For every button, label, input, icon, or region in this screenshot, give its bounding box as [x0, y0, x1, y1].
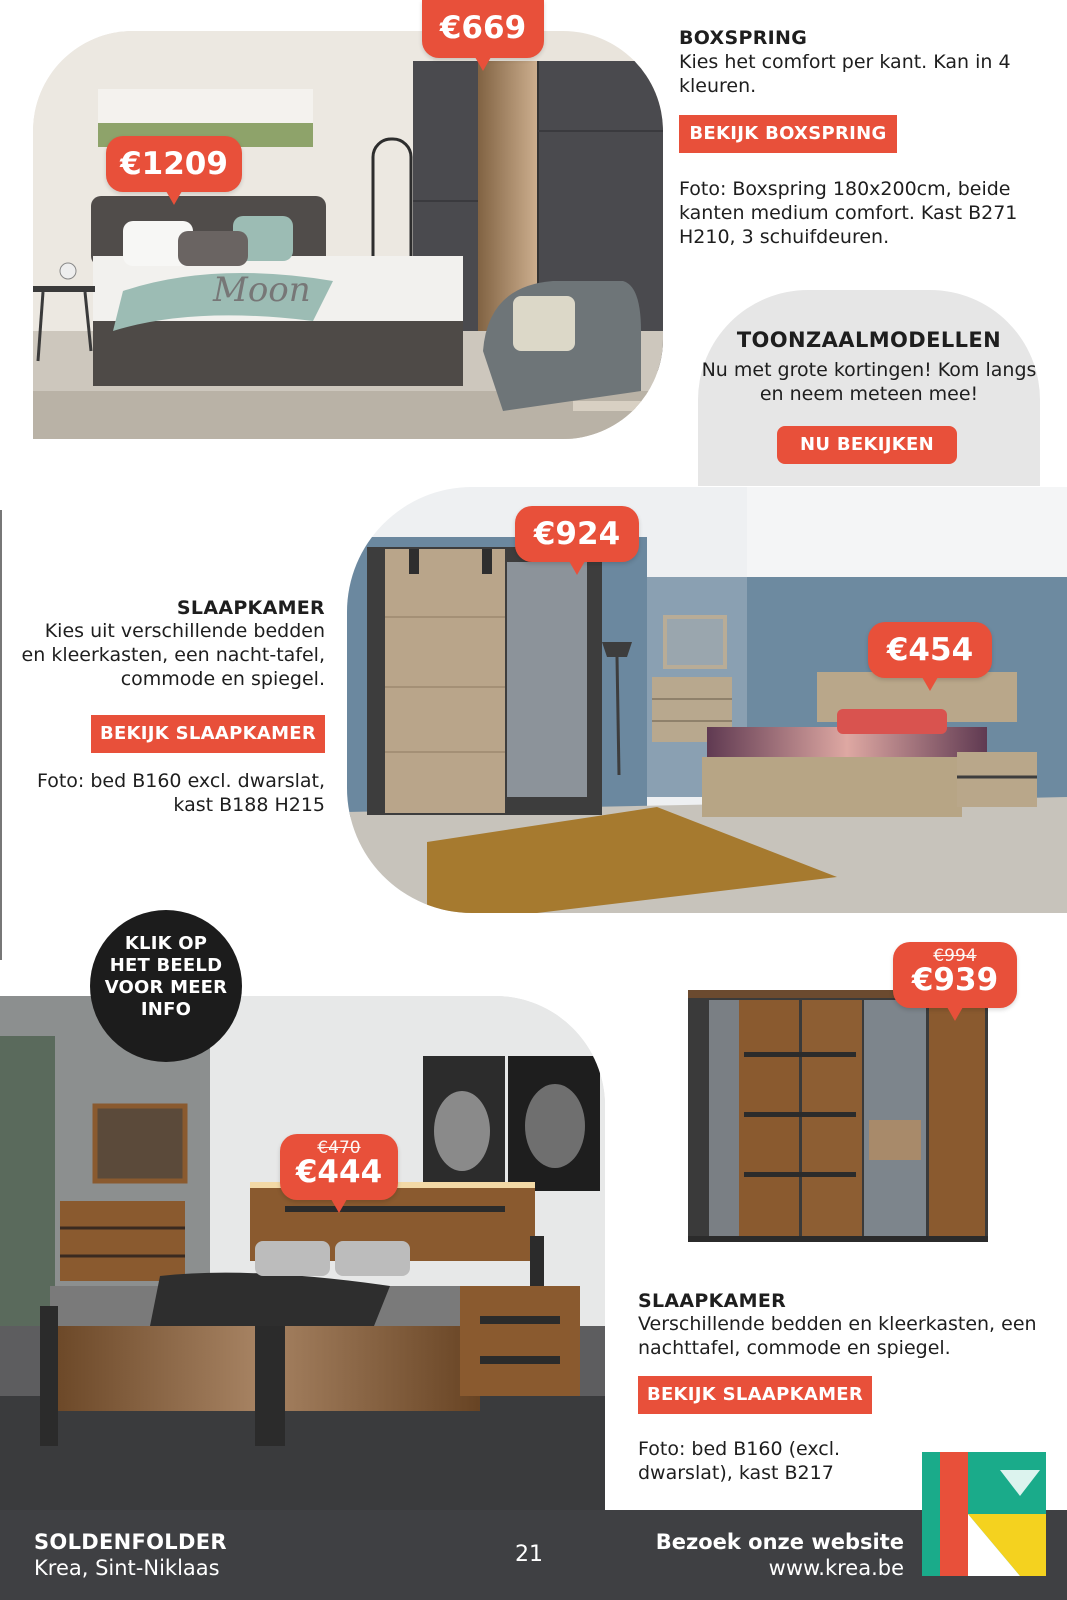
price-tag-bedroom1-bed[interactable]: [868, 622, 992, 678]
view-showroom-button[interactable]: NU BEKIJKEN: [777, 426, 957, 464]
view-bedroom1-button[interactable]: BEKIJK SLAAPKAMER: [91, 715, 325, 753]
price-tag-bedroom2-bed[interactable]: [280, 1134, 398, 1200]
showroom-description: Nu met grote kortingen! Kom langs en neem meteen mee!: [701, 359, 1037, 405]
price-tag-bedroom2-wardrobe[interactable]: [893, 942, 1017, 1008]
bedroom2-info: [638, 1290, 1058, 1360]
bedroom2-photo[interactable]: [0, 996, 605, 1510]
bedroom1-description: Kies uit verschillende bedden en kleerkasten, een nacht-tafel, commode en spiegel.: [21, 620, 325, 690]
view-bedroom2-button[interactable]: BEKIJK SLAAPKAMER: [638, 1376, 872, 1414]
bedroom2-photo-note: Foto: bed B160 (excl. dwarslat), kast B217: [638, 1438, 841, 1484]
svg-text:Moon: Moon: [213, 270, 311, 310]
price-tag-boxspring-bed[interactable]: [106, 136, 242, 192]
krea-logo-icon[interactable]: [922, 1452, 1046, 1576]
bedroom1-heading: SLAAPKAMER: [176, 597, 325, 619]
boxspring-info: [679, 27, 1019, 98]
price: €939: [911, 962, 999, 998]
price: €924: [533, 516, 621, 552]
old-price: €994: [933, 946, 977, 966]
price: €454: [886, 632, 974, 668]
website-link[interactable]: www.krea.be: [768, 1556, 904, 1580]
badge-line: INFO: [140, 999, 192, 1020]
wardrobe-photo[interactable]: [684, 980, 990, 1260]
showroom-heading: TOONZAALMODELLEN: [736, 328, 1002, 352]
boxspring-photo[interactable]: [33, 31, 663, 439]
view-boxspring-button[interactable]: BEKIJK BOXSPRING: [679, 115, 897, 153]
website-label: Bezoek onze website: [655, 1530, 904, 1554]
boxspring-description: Kies het comfort per kant. Kan in 4 kleuren.: [679, 51, 1011, 97]
price-tag-boxspring-wardrobe[interactable]: [422, 0, 544, 58]
page-number: 21: [515, 1542, 543, 1567]
click-for-info-badge: [90, 910, 242, 1062]
left-edge-line: [0, 510, 2, 960]
badge-line: KLIK OP: [124, 933, 208, 954]
footer-subtitle: Krea, Sint-Niklaas: [34, 1556, 220, 1580]
bedroom1-photo-note: Foto: bed B160 excl. dwarslat, kast B188 H215: [36, 770, 325, 816]
footer-title: SOLDENFOLDER: [34, 1530, 227, 1554]
price-tag-bedroom1-wardrobe[interactable]: [515, 506, 639, 562]
footer: [0, 1510, 1067, 1600]
boxspring-heading: BOXSPRING: [679, 27, 808, 49]
badge-line: VOOR MEER: [104, 977, 228, 998]
price: €669: [439, 10, 527, 46]
boxspring-photo-note: Foto: Boxspring 180x200cm, beide kanten medium comfort. Kast B271 H210, 3 schuifdeuren.: [679, 178, 1018, 248]
badge-line: HET BEELD: [109, 955, 223, 976]
bedroom2-heading: SLAAPKAMER: [638, 1290, 787, 1312]
price: €444: [295, 1154, 383, 1190]
bedroom1-info: [20, 597, 325, 691]
old-price: €470: [317, 1138, 361, 1158]
price: €1209: [120, 146, 228, 182]
bedroom1-photo[interactable]: [347, 487, 1067, 913]
bedroom2-description: Verschillende bedden en kleerkasten, een nachttafel, commode en spiegel.: [638, 1313, 1037, 1359]
